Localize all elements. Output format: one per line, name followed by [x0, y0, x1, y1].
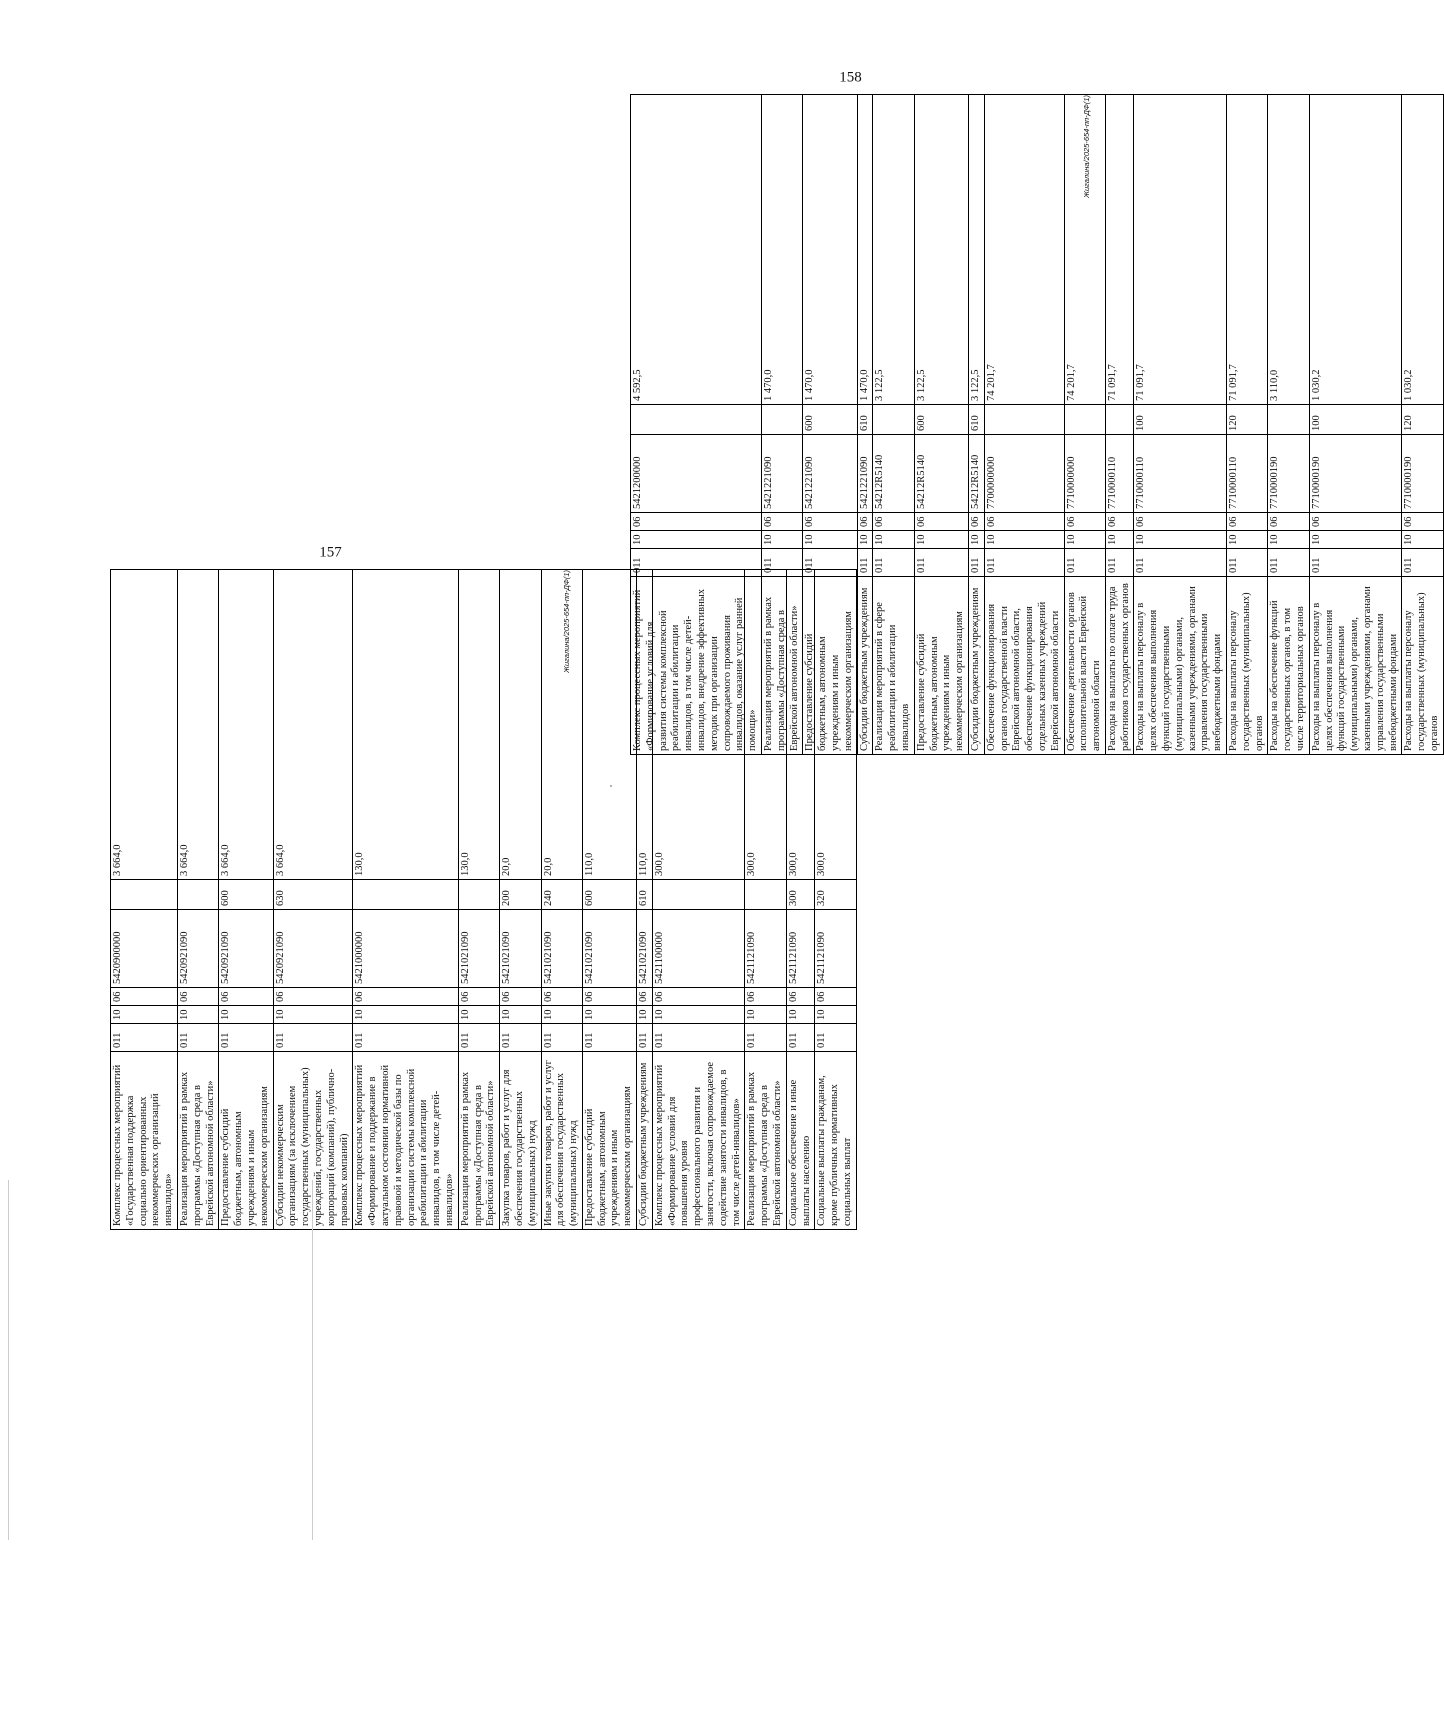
cell-name: Комплекс процессных мероприятий «Государственная поддержка социально ориентированных некоммерческих организаций инвалидов»: [111, 1052, 178, 1230]
cell-name: Комплекс процессных мероприятий «Формирование условий для развития системы комплексной реабилитации и абилитации инвалидов, в том числе детей-инвалидов, внедрение эффективных методик при организации сопровождаемого проживания инвалидов, оказание услуг ранней помощи»: [631, 577, 762, 755]
cell-subsection: 06: [458, 988, 499, 1006]
cell-subsection: 06: [652, 988, 745, 1006]
cell-subsection: 06: [541, 988, 582, 1006]
cell-subsection: 06: [1268, 513, 1309, 531]
cell-name: Субсидии бюджетным учреждениям: [968, 577, 984, 755]
cell-subsection: 06: [914, 513, 968, 531]
cell-subsection: 06: [968, 513, 984, 531]
cell-target-article: 5421121090: [815, 910, 856, 988]
cell-section: 10: [219, 1006, 273, 1024]
cell-target-article: 5421021090: [458, 910, 499, 988]
cell-target-article: 54212R5140: [968, 435, 984, 513]
cell-subsection: 06: [1064, 513, 1105, 531]
cell-amount: 1 470,0: [761, 95, 802, 405]
cell-amount: 1 030,2: [1402, 95, 1443, 405]
cell-ministry: 011: [353, 1024, 458, 1052]
cell-section: 10: [177, 1006, 218, 1024]
cell-expense-type: [1105, 405, 1134, 435]
cell-section: 10: [500, 1006, 541, 1024]
cell-ministry: 011: [761, 549, 802, 577]
cell-expense-type: 120: [1227, 405, 1268, 435]
cell-section: 10: [1268, 531, 1309, 549]
cell-target-article: 7710000110: [1105, 435, 1134, 513]
cell-target-article: 7710000110: [1134, 435, 1227, 513]
cell-section: 10: [873, 531, 914, 549]
cell-section: 10: [1402, 531, 1443, 549]
cell-amount: 3 664,0: [273, 570, 353, 880]
cell-amount: 1 470,0: [803, 95, 857, 405]
cell-amount: 110,0: [637, 570, 653, 880]
cell-subsection: 06: [761, 513, 802, 531]
cell-ministry: 011: [219, 1024, 273, 1052]
scan-edge: [8, 1180, 9, 1540]
cell-target-article: 5421221090: [761, 435, 802, 513]
cell-name: Закупка товаров, работ и услуг для обеспечения государственных (муниципальных) нужд: [500, 1052, 541, 1230]
cell-subsection: 06: [1402, 513, 1443, 531]
cell-section: 10: [458, 1006, 499, 1024]
cell-expense-type: 630: [273, 880, 353, 910]
cell-expense-type: 600: [803, 405, 857, 435]
table-row: [1227, 95, 1268, 755]
cell-amount: 300,0: [786, 570, 815, 880]
cell-expense-type: [652, 880, 745, 910]
cell-expense-type: 610: [857, 405, 873, 435]
cell-expense-type: [761, 405, 802, 435]
cell-target-article: 5421121090: [786, 910, 815, 988]
table-row: [631, 95, 762, 755]
cell-subsection: 06: [786, 988, 815, 1006]
cell-ministry: 011: [541, 1024, 582, 1052]
table-row: [1134, 95, 1227, 755]
cell-ministry: 011: [582, 1024, 636, 1052]
cell-amount: 3 664,0: [111, 570, 178, 880]
table-row: [177, 570, 218, 1230]
cell-ministry: 011: [111, 1024, 178, 1052]
cell-expense-type: [177, 880, 218, 910]
cell-name: Расходы на выплаты по оплате труда работников государственных органов: [1105, 577, 1134, 755]
cell-ministry: 011: [1064, 549, 1105, 577]
cell-amount: 3 122,5: [968, 95, 984, 405]
cell-amount: 300,0: [652, 570, 745, 880]
cell-section: 10: [631, 531, 762, 549]
cell-ministry: 011: [652, 1024, 745, 1052]
cell-subsection: 06: [637, 988, 653, 1006]
cell-section: 10: [984, 531, 1064, 549]
cell-target-article: 5421100000: [652, 910, 745, 988]
cell-subsection: 06: [219, 988, 273, 1006]
cell-expense-type: 100: [1134, 405, 1227, 435]
cell-target-article: 7710000190: [1402, 435, 1443, 513]
cell-subsection: 06: [745, 988, 786, 1006]
cell-ministry: 011: [637, 1024, 653, 1052]
cell-ministry: 011: [500, 1024, 541, 1052]
cell-name: Субсидии бюджетным учреждениям: [637, 1052, 653, 1230]
cell-target-article: 5420921090: [177, 910, 218, 988]
cell-section: 10: [815, 1006, 856, 1024]
cell-amount: 3 122,5: [914, 95, 968, 405]
cell-name: Реализация мероприятий в рамках программы «Доступная среда в Еврейской автономной области»: [761, 577, 802, 755]
table-row: [1105, 95, 1134, 755]
cell-section: 10: [745, 1006, 786, 1024]
scan-speck: [610, 785, 612, 787]
table-row: [1268, 95, 1309, 755]
cell-expense-type: [458, 880, 499, 910]
cell-subsection: 06: [353, 988, 458, 1006]
cell-target-article: 5420900000: [111, 910, 178, 988]
cell-target-article: 5421121090: [745, 910, 786, 988]
cell-ministry: 011: [1227, 549, 1268, 577]
cell-expense-type: 100: [1309, 405, 1402, 435]
cell-ministry: 011: [873, 549, 914, 577]
cell-ministry: 011: [745, 1024, 786, 1052]
cell-ministry: 011: [857, 549, 873, 577]
table-row: [1402, 95, 1443, 755]
table-row: [219, 570, 273, 1230]
cell-subsection: 06: [1134, 513, 1227, 531]
cell-target-article: 7710000190: [1309, 435, 1402, 513]
cell-amount: 130,0: [353, 570, 458, 880]
cell-target-article: 7710000110: [1227, 435, 1268, 513]
cell-amount: 74 201,7: [1064, 95, 1105, 405]
cell-subsection: 06: [803, 513, 857, 531]
cell-target-article: 7700000000: [984, 435, 1064, 513]
document-footer: Жигалина/2025-654-пп-ДФ(1): [562, 570, 571, 673]
cell-target-article: 5421021090: [582, 910, 636, 988]
cell-ministry: 011: [458, 1024, 499, 1052]
cell-name: Субсидии некоммерческим организациям (за исключением государственных (муниципальных) учреждений, государственных корпораций (компаний), публично-правовых компаний): [273, 1052, 353, 1230]
cell-name: Реализация мероприятий в рамках программы «Доступная среда в Еврейской автономной области»: [177, 1052, 218, 1230]
cell-name: Расходы на выплаты персоналу государственных (муниципальных) органов: [1227, 577, 1268, 755]
cell-name: Субсидии бюджетным учреждениям: [857, 577, 873, 755]
cell-amount: 300,0: [815, 570, 856, 880]
cell-section: 10: [637, 1006, 653, 1024]
cell-expense-type: 600: [582, 880, 636, 910]
cell-amount: 110,0: [582, 570, 636, 880]
cell-subsection: 06: [177, 988, 218, 1006]
budget-table: [630, 94, 1444, 755]
cell-section: 10: [1064, 531, 1105, 549]
cell-target-article: 5421021090: [500, 910, 541, 988]
cell-ministry: 011: [803, 549, 857, 577]
cell-amount: 71 091,7: [1105, 95, 1134, 405]
cell-name: Расходы на обеспечение функций государственных органов, в том числе территориальных органов: [1268, 577, 1309, 755]
cell-expense-type: 240: [541, 880, 582, 910]
cell-expense-type: [1268, 405, 1309, 435]
cell-name: Расходы на выплаты персоналу государственных (муниципальных) органов: [1402, 577, 1443, 755]
cell-expense-type: 120: [1402, 405, 1443, 435]
cell-target-article: 5420921090: [273, 910, 353, 988]
cell-name: Реализация мероприятий в рамках программы «Доступная среда в Еврейской автономной области»: [745, 1052, 786, 1230]
cell-amount: 1 470,0: [857, 95, 873, 405]
cell-target-article: 7710000190: [1268, 435, 1309, 513]
page-number: 158: [839, 69, 862, 86]
cell-section: 10: [541, 1006, 582, 1024]
cell-section: 10: [786, 1006, 815, 1024]
cell-section: 10: [1309, 531, 1402, 549]
cell-ministry: 011: [177, 1024, 218, 1052]
cell-subsection: 06: [111, 988, 178, 1006]
cell-subsection: 06: [1105, 513, 1134, 531]
cell-amount: 4 592,5: [631, 95, 762, 405]
table-row: [914, 95, 968, 755]
cell-name: Обеспечение деятельности органов исполнительной власти Еврейской автономной области: [1064, 577, 1105, 755]
cell-name: Реализация мероприятий в рамках программы «Доступная среда в Еврейской автономной области»: [458, 1052, 499, 1230]
cell-target-article: 54212R5140: [914, 435, 968, 513]
cell-section: 10: [1105, 531, 1134, 549]
cell-section: 10: [111, 1006, 178, 1024]
page-number: 157: [319, 544, 342, 561]
cell-section: 10: [968, 531, 984, 549]
table-row: [353, 570, 458, 1230]
cell-expense-type: [873, 405, 914, 435]
table-row: [761, 95, 802, 755]
cell-section: 10: [273, 1006, 353, 1024]
cell-subsection: 06: [631, 513, 762, 531]
cell-name: Расходы на выплаты персоналу в целях обеспечения выполнения функций государственными (муниципальными) органами, казенными учреждениями, органами управления государственными внебюджетными фондами: [1134, 577, 1227, 755]
cell-section: 10: [761, 531, 802, 549]
cell-expense-type: 200: [500, 880, 541, 910]
cell-name: Комплекс процессных мероприятий «Формирование и поддержание в актуальном состоянии нормативной правовой и методической базы по организации системы комплексной реабилитации и абилитации инвалидов, в том числе детей-инвалидов»: [353, 1052, 458, 1230]
cell-target-article: 7710000000: [1064, 435, 1105, 513]
cell-ministry: 011: [631, 549, 762, 577]
cell-target-article: 5421221090: [803, 435, 857, 513]
cell-ministry: 011: [1134, 549, 1227, 577]
cell-name: Иные закупки товаров, работ и услуг для обеспечения государственных (муниципальных) нужд: [541, 1052, 582, 1230]
cell-expense-type: [745, 880, 786, 910]
cell-amount: 3 664,0: [219, 570, 273, 880]
cell-expense-type: [984, 405, 1064, 435]
table-row: [1309, 95, 1402, 755]
table-row: [458, 570, 499, 1230]
cell-subsection: 06: [582, 988, 636, 1006]
cell-name: Предоставление субсидий бюджетным, автономным учреждениям и иным некоммерческим организациям: [803, 577, 857, 755]
cell-section: 10: [1134, 531, 1227, 549]
cell-subsection: 06: [815, 988, 856, 1006]
cell-subsection: 06: [1227, 513, 1268, 531]
scan-edge: [312, 1180, 313, 1540]
cell-target-article: 5421021090: [541, 910, 582, 988]
cell-ministry: 011: [1309, 549, 1402, 577]
cell-section: 10: [652, 1006, 745, 1024]
cell-expense-type: 610: [968, 405, 984, 435]
cell-amount: 20,0: [500, 570, 541, 880]
cell-target-article: 5421200000: [631, 435, 762, 513]
cell-name: Предоставление субсидий бюджетным, автономным учреждениям и иным некоммерческим организациям: [914, 577, 968, 755]
cell-ministry: 011: [1105, 549, 1134, 577]
cell-name: Социальное обеспечение и иные выплаты населению: [786, 1052, 815, 1230]
cell-amount: 71 091,7: [1227, 95, 1268, 405]
cell-amount: 3 110,0: [1268, 95, 1309, 405]
cell-ministry: 011: [914, 549, 968, 577]
cell-target-article: 5421000000: [353, 910, 458, 988]
cell-ministry: 011: [1268, 549, 1309, 577]
cell-ministry: 011: [273, 1024, 353, 1052]
cell-ministry: 011: [984, 549, 1064, 577]
cell-section: 10: [582, 1006, 636, 1024]
cell-expense-type: 610: [637, 880, 653, 910]
cell-name: Обеспечение функционирования органов государственной власти Еврейской автономной области, обеспечение функционирования отдельных казенных учреждений Еврейской автономной области: [984, 577, 1064, 755]
table-row: [968, 95, 984, 755]
cell-amount: 130,0: [458, 570, 499, 880]
cell-target-article: 5421021090: [637, 910, 653, 988]
cell-name: Предоставление субсидий бюджетным, автономным учреждениям и иным некоммерческим организациям: [219, 1052, 273, 1230]
cell-subsection: 06: [273, 988, 353, 1006]
cell-section: 10: [1227, 531, 1268, 549]
cell-target-article: 5421221090: [857, 435, 873, 513]
cell-expense-type: 320: [815, 880, 856, 910]
cell-subsection: 06: [873, 513, 914, 531]
cell-subsection: 06: [857, 513, 873, 531]
table-row: [984, 95, 1064, 755]
cell-target-article: 54212R5140: [873, 435, 914, 513]
budget-page-158: [630, 69, 1441, 755]
cell-expense-type: [111, 880, 178, 910]
cell-name: Расходы на выплаты персоналу в целях обеспечения выполнения функций государственными (муниципальными) органами, казенными учреждениями, органами управления государственными внебюджетными фондами: [1309, 577, 1402, 755]
cell-section: 10: [803, 531, 857, 549]
cell-name: Реализация мероприятий в сфере реабилитации и абилитации инвалидов: [873, 577, 914, 755]
table-row: [582, 570, 636, 1230]
cell-amount: 71 091,7: [1134, 95, 1227, 405]
cell-subsection: 06: [500, 988, 541, 1006]
cell-subsection: 06: [984, 513, 1064, 531]
cell-amount: 1 030,2: [1309, 95, 1402, 405]
cell-name: Комплекс процессных мероприятий «Формирование условий для повышения уровня профессионального развития и занятости, включая сопровождаемое содействие занятости инвалидов, в том числе детей-инвалидов»: [652, 1052, 745, 1230]
cell-expense-type: [631, 405, 762, 435]
cell-amount: 74 201,7: [984, 95, 1064, 405]
cell-expense-type: [353, 880, 458, 910]
cell-ministry: 011: [968, 549, 984, 577]
table-row: [857, 95, 873, 755]
cell-name: Социальные выплаты гражданам, кроме публичных нормативных социальных выплат: [815, 1052, 856, 1230]
cell-name: Предоставление субсидий бюджетным, автономным учреждениям и иным некоммерческим организациям: [582, 1052, 636, 1230]
cell-amount: 3 122,5: [873, 95, 914, 405]
cell-ministry: 011: [815, 1024, 856, 1052]
cell-ministry: 011: [786, 1024, 815, 1052]
cell-target-article: 5420921090: [219, 910, 273, 988]
cell-amount: 300,0: [745, 570, 786, 880]
table-row: [111, 570, 178, 1230]
cell-expense-type: 600: [219, 880, 273, 910]
cell-section: 10: [353, 1006, 458, 1024]
table-row: [803, 95, 857, 755]
cell-subsection: 06: [1309, 513, 1402, 531]
table-row: [873, 95, 914, 755]
cell-expense-type: 300: [786, 880, 815, 910]
cell-expense-type: 600: [914, 405, 968, 435]
table-row: [273, 570, 353, 1230]
table-row: [500, 570, 541, 1230]
cell-amount: 3 664,0: [177, 570, 218, 880]
cell-amount: 20,0: [541, 570, 582, 880]
document-footer: Жигалина/2025-654-пп-ДФ(1): [1082, 95, 1091, 198]
cell-section: 10: [857, 531, 873, 549]
cell-ministry: 011: [1402, 549, 1443, 577]
cell-section: 10: [914, 531, 968, 549]
